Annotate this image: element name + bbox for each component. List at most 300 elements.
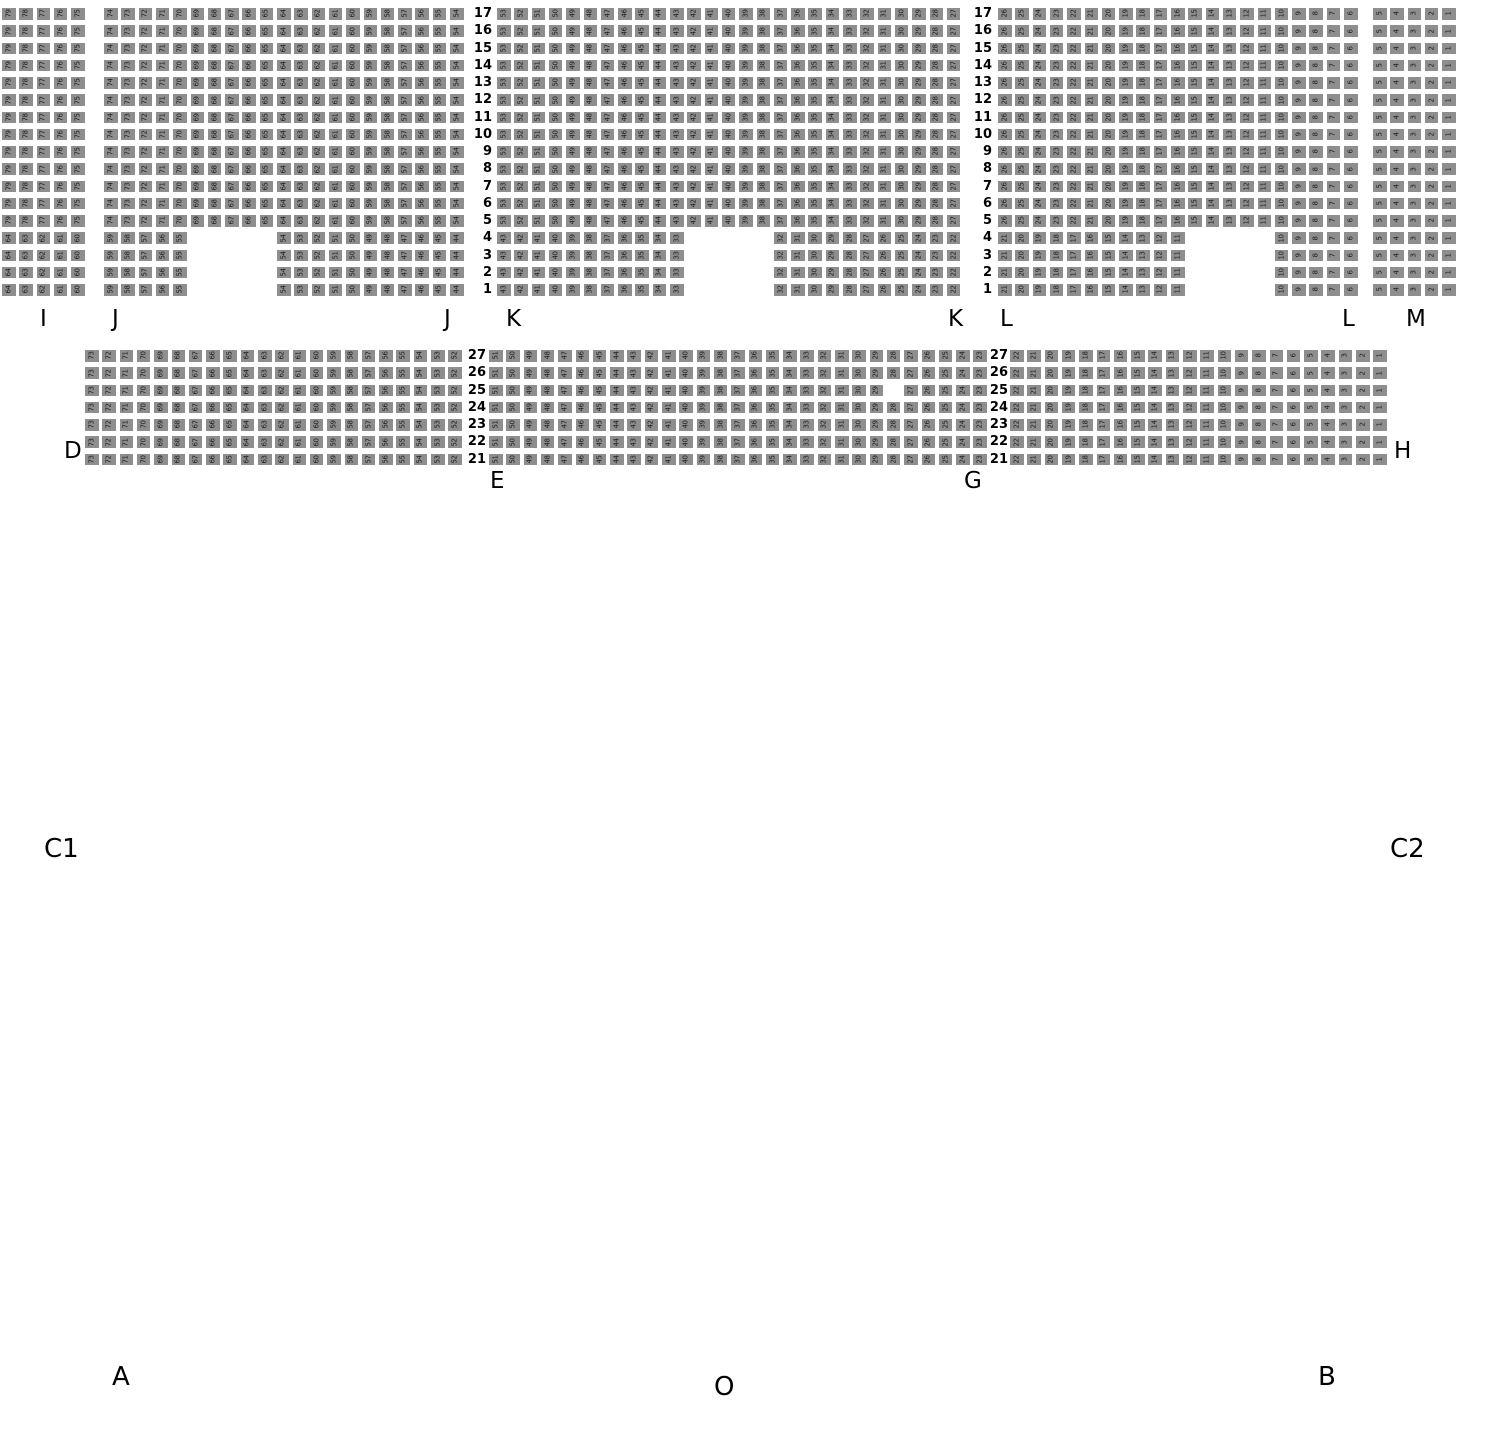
seat[interactable] — [345, 402, 359, 414]
seat[interactable] — [37, 43, 51, 55]
seat[interactable] — [497, 232, 511, 244]
seat[interactable] — [878, 232, 892, 244]
seat[interactable] — [310, 436, 324, 448]
seat[interactable] — [1171, 163, 1185, 175]
seat[interactable] — [1275, 284, 1289, 296]
seat[interactable] — [139, 181, 153, 193]
seat[interactable] — [1218, 367, 1232, 379]
seat[interactable] — [878, 8, 892, 20]
seat[interactable] — [173, 25, 187, 37]
seat[interactable] — [364, 198, 378, 210]
seat[interactable] — [1292, 198, 1306, 210]
seat[interactable] — [54, 25, 68, 37]
seat[interactable] — [1425, 60, 1439, 72]
seat[interactable] — [1252, 454, 1266, 466]
seat[interactable] — [1373, 385, 1387, 397]
seat[interactable] — [54, 284, 68, 296]
seat[interactable] — [71, 8, 85, 20]
seat[interactable] — [1062, 436, 1076, 448]
seat[interactable] — [154, 350, 168, 362]
seat[interactable] — [2, 25, 16, 37]
seat[interactable] — [532, 94, 546, 106]
seat[interactable] — [722, 43, 736, 55]
seat[interactable] — [895, 198, 909, 210]
seat[interactable] — [922, 419, 936, 431]
seat[interactable] — [329, 77, 343, 89]
seat[interactable] — [506, 385, 520, 397]
seat[interactable] — [930, 163, 944, 175]
seat[interactable] — [1050, 112, 1064, 124]
seat[interactable] — [1114, 350, 1128, 362]
seat[interactable] — [618, 267, 632, 279]
seat[interactable] — [800, 367, 814, 379]
seat[interactable] — [1442, 25, 1456, 37]
seat[interactable] — [601, 267, 615, 279]
seat[interactable] — [998, 284, 1012, 296]
seat[interactable] — [714, 367, 728, 379]
seat[interactable] — [54, 146, 68, 158]
seat[interactable] — [506, 367, 520, 379]
seat[interactable] — [2, 215, 16, 227]
seat[interactable] — [120, 454, 134, 466]
seat[interactable] — [635, 284, 649, 296]
seat[interactable] — [645, 402, 659, 414]
seat[interactable] — [895, 43, 909, 55]
seat[interactable] — [576, 436, 590, 448]
seat[interactable] — [2, 43, 16, 55]
seat[interactable] — [364, 8, 378, 20]
seat[interactable] — [1270, 419, 1284, 431]
seat[interactable] — [1206, 163, 1220, 175]
seat[interactable] — [566, 146, 580, 158]
seat[interactable] — [1114, 419, 1128, 431]
seat[interactable] — [1062, 454, 1076, 466]
seat[interactable] — [687, 181, 701, 193]
seat[interactable] — [156, 198, 170, 210]
seat[interactable] — [1309, 94, 1323, 106]
seat[interactable] — [939, 436, 953, 448]
seat[interactable] — [1154, 94, 1168, 106]
seat[interactable] — [878, 77, 892, 89]
seat[interactable] — [156, 163, 170, 175]
seat[interactable] — [1408, 215, 1422, 227]
seat[interactable] — [396, 402, 410, 414]
seat[interactable] — [37, 77, 51, 89]
seat[interactable] — [870, 367, 884, 379]
seat[interactable] — [826, 43, 840, 55]
seat[interactable] — [1373, 8, 1387, 20]
seat[interactable] — [645, 454, 659, 466]
seat[interactable] — [121, 284, 135, 296]
seat[interactable] — [398, 60, 412, 72]
seat[interactable] — [860, 77, 874, 89]
seat[interactable] — [258, 385, 272, 397]
seat[interactable] — [1010, 385, 1024, 397]
seat[interactable] — [1223, 25, 1237, 37]
seat[interactable] — [1102, 94, 1116, 106]
seat[interactable] — [566, 77, 580, 89]
seat[interactable] — [618, 25, 632, 37]
seat[interactable] — [653, 250, 667, 262]
seat[interactable] — [532, 215, 546, 227]
seat[interactable] — [1275, 232, 1289, 244]
seat[interactable] — [1309, 267, 1323, 279]
seat[interactable] — [139, 112, 153, 124]
seat[interactable] — [566, 250, 580, 262]
seat[interactable] — [225, 60, 239, 72]
seat[interactable] — [532, 60, 546, 72]
seat[interactable] — [85, 402, 99, 414]
seat[interactable] — [791, 60, 805, 72]
seat[interactable] — [242, 94, 256, 106]
seat[interactable] — [414, 454, 428, 466]
seat[interactable] — [1442, 215, 1456, 227]
seat[interactable] — [653, 60, 667, 72]
seat[interactable] — [904, 350, 918, 362]
seat[interactable] — [104, 60, 118, 72]
seat[interactable] — [242, 60, 256, 72]
seat[interactable] — [223, 367, 237, 379]
seat[interactable] — [1200, 402, 1214, 414]
seat[interactable] — [1223, 215, 1237, 227]
seat[interactable] — [532, 267, 546, 279]
seat[interactable] — [120, 385, 134, 397]
seat[interactable] — [260, 94, 274, 106]
seat[interactable] — [514, 43, 528, 55]
seat[interactable] — [653, 146, 667, 158]
seat[interactable] — [1287, 419, 1301, 431]
seat[interactable] — [312, 25, 326, 37]
seat[interactable] — [549, 94, 563, 106]
seat[interactable] — [137, 367, 151, 379]
seat[interactable] — [1321, 385, 1335, 397]
seat[interactable] — [242, 112, 256, 124]
seat[interactable] — [566, 60, 580, 72]
seat[interactable] — [826, 198, 840, 210]
seat[interactable] — [601, 163, 615, 175]
seat[interactable] — [627, 454, 641, 466]
seat[interactable] — [1200, 350, 1214, 362]
seat[interactable] — [1114, 436, 1128, 448]
seat[interactable] — [739, 77, 753, 89]
seat[interactable] — [2, 146, 16, 158]
seat[interactable] — [242, 198, 256, 210]
seat[interactable] — [826, 163, 840, 175]
seat[interactable] — [137, 385, 151, 397]
seat[interactable] — [878, 250, 892, 262]
seat[interactable] — [415, 94, 429, 106]
seat[interactable] — [294, 77, 308, 89]
seat[interactable] — [627, 436, 641, 448]
seat[interactable] — [1045, 350, 1059, 362]
seat[interactable] — [524, 419, 538, 431]
seat[interactable] — [1275, 25, 1289, 37]
seat[interactable] — [506, 436, 520, 448]
seat[interactable] — [998, 250, 1012, 262]
seat[interactable] — [258, 454, 272, 466]
seat[interactable] — [294, 163, 308, 175]
seat[interactable] — [1200, 436, 1214, 448]
seat[interactable] — [843, 94, 857, 106]
seat[interactable] — [895, 60, 909, 72]
seat[interactable] — [1079, 419, 1093, 431]
seat[interactable] — [947, 181, 961, 193]
seat[interactable] — [1171, 146, 1185, 158]
seat[interactable] — [808, 129, 822, 141]
seat[interactable] — [364, 250, 378, 262]
seat[interactable] — [1136, 232, 1150, 244]
seat[interactable] — [1373, 284, 1387, 296]
seat[interactable] — [1425, 232, 1439, 244]
seat[interactable] — [714, 402, 728, 414]
seat[interactable] — [731, 402, 745, 414]
seat[interactable] — [121, 60, 135, 72]
seat[interactable] — [895, 181, 909, 193]
seat[interactable] — [514, 250, 528, 262]
seat[interactable] — [364, 284, 378, 296]
seat[interactable] — [679, 419, 693, 431]
seat[interactable] — [1200, 367, 1214, 379]
seat[interactable] — [1321, 367, 1335, 379]
seat[interactable] — [1258, 181, 1272, 193]
seat[interactable] — [532, 77, 546, 89]
seat[interactable] — [1408, 181, 1422, 193]
seat[interactable] — [1119, 284, 1133, 296]
seat[interactable] — [947, 60, 961, 72]
seat[interactable] — [566, 215, 580, 227]
seat[interactable] — [329, 232, 343, 244]
seat[interactable] — [312, 60, 326, 72]
seat[interactable] — [102, 419, 116, 431]
seat[interactable] — [1252, 350, 1266, 362]
seat[interactable] — [381, 284, 395, 296]
seat[interactable] — [749, 350, 763, 362]
seat[interactable] — [835, 367, 849, 379]
seat[interactable] — [1102, 284, 1116, 296]
seat[interactable] — [71, 77, 85, 89]
seat[interactable] — [1270, 436, 1284, 448]
seat[interactable] — [208, 60, 222, 72]
seat[interactable] — [1442, 60, 1456, 72]
seat[interactable] — [293, 385, 307, 397]
seat[interactable] — [450, 43, 464, 55]
seat[interactable] — [739, 112, 753, 124]
seat[interactable] — [396, 454, 410, 466]
seat[interactable] — [584, 60, 598, 72]
seat[interactable] — [489, 402, 503, 414]
seat[interactable] — [241, 367, 255, 379]
seat[interactable] — [1344, 43, 1358, 55]
seat[interactable] — [208, 94, 222, 106]
seat[interactable] — [362, 419, 376, 431]
seat[interactable] — [808, 284, 822, 296]
seat[interactable] — [1339, 402, 1353, 414]
seat[interactable] — [826, 232, 840, 244]
seat[interactable] — [532, 129, 546, 141]
seat[interactable] — [1188, 77, 1202, 89]
seat[interactable] — [414, 367, 428, 379]
seat[interactable] — [191, 163, 205, 175]
seat[interactable] — [241, 454, 255, 466]
seat[interactable] — [618, 146, 632, 158]
seat[interactable] — [362, 402, 376, 414]
seat[interactable] — [653, 43, 667, 55]
seat[interactable] — [362, 385, 376, 397]
seat[interactable] — [1154, 163, 1168, 175]
seat[interactable] — [852, 419, 866, 431]
seat[interactable] — [1327, 43, 1341, 55]
seat[interactable] — [1304, 350, 1318, 362]
seat[interactable] — [312, 43, 326, 55]
seat[interactable] — [843, 232, 857, 244]
seat[interactable] — [346, 163, 360, 175]
seat[interactable] — [532, 112, 546, 124]
seat[interactable] — [1240, 25, 1254, 37]
seat[interactable] — [364, 60, 378, 72]
seat[interactable] — [1390, 60, 1404, 72]
seat[interactable] — [2, 94, 16, 106]
seat[interactable] — [1085, 198, 1099, 210]
seat[interactable] — [415, 77, 429, 89]
seat[interactable] — [19, 8, 33, 20]
seat[interactable] — [1373, 181, 1387, 193]
seat[interactable] — [1102, 25, 1116, 37]
seat[interactable] — [1171, 232, 1185, 244]
seat[interactable] — [1304, 385, 1318, 397]
seat[interactable] — [1067, 284, 1081, 296]
seat[interactable] — [618, 232, 632, 244]
seat[interactable] — [808, 112, 822, 124]
seat[interactable] — [687, 25, 701, 37]
seat[interactable] — [225, 181, 239, 193]
seat[interactable] — [1425, 43, 1439, 55]
seat[interactable] — [2, 232, 16, 244]
seat[interactable] — [826, 94, 840, 106]
seat[interactable] — [364, 146, 378, 158]
seat[interactable] — [1258, 43, 1272, 55]
seat[interactable] — [139, 250, 153, 262]
seat[interactable] — [584, 198, 598, 210]
seat[interactable] — [549, 163, 563, 175]
seat[interactable] — [206, 454, 220, 466]
seat[interactable] — [687, 8, 701, 20]
seat[interactable] — [1166, 436, 1180, 448]
seat[interactable] — [497, 94, 511, 106]
seat[interactable] — [922, 402, 936, 414]
seat[interactable] — [549, 43, 563, 55]
seat[interactable] — [1240, 8, 1254, 20]
seat[interactable] — [37, 94, 51, 106]
seat[interactable] — [956, 350, 970, 362]
seat[interactable] — [739, 215, 753, 227]
seat[interactable] — [71, 43, 85, 55]
seat[interactable] — [1344, 198, 1358, 210]
seat[interactable] — [1050, 250, 1064, 262]
seat[interactable] — [860, 94, 874, 106]
seat[interactable] — [774, 94, 788, 106]
seat[interactable] — [549, 215, 563, 227]
seat[interactable] — [1344, 163, 1358, 175]
seat[interactable] — [653, 232, 667, 244]
seat[interactable] — [381, 198, 395, 210]
seat[interactable] — [1119, 60, 1133, 72]
seat[interactable] — [191, 198, 205, 210]
seat[interactable] — [1292, 232, 1306, 244]
seat[interactable] — [1275, 163, 1289, 175]
seat[interactable] — [878, 60, 892, 72]
seat[interactable] — [670, 284, 684, 296]
seat[interactable] — [241, 419, 255, 431]
seat[interactable] — [1373, 367, 1387, 379]
seat[interactable] — [173, 146, 187, 158]
seat[interactable] — [450, 181, 464, 193]
seat[interactable] — [431, 350, 445, 362]
seat[interactable] — [364, 112, 378, 124]
seat[interactable] — [191, 94, 205, 106]
seat[interactable] — [1258, 129, 1272, 141]
seat[interactable] — [2, 198, 16, 210]
seat[interactable] — [1304, 419, 1318, 431]
seat[interactable] — [1309, 77, 1323, 89]
seat[interactable] — [1183, 367, 1197, 379]
seat[interactable] — [653, 25, 667, 37]
seat[interactable] — [242, 215, 256, 227]
seat[interactable] — [433, 112, 447, 124]
seat[interactable] — [37, 250, 51, 262]
seat[interactable] — [843, 215, 857, 227]
seat[interactable] — [635, 94, 649, 106]
seat[interactable] — [576, 454, 590, 466]
seat[interactable] — [1166, 454, 1180, 466]
seat[interactable] — [1015, 163, 1029, 175]
seat[interactable] — [1235, 436, 1249, 448]
seat[interactable] — [791, 267, 805, 279]
seat[interactable] — [835, 454, 849, 466]
seat[interactable] — [584, 215, 598, 227]
seat[interactable] — [1240, 94, 1254, 106]
seat[interactable] — [687, 60, 701, 72]
seat[interactable] — [1015, 43, 1029, 55]
seat[interactable] — [1045, 436, 1059, 448]
seat[interactable] — [593, 419, 607, 431]
seat[interactable] — [104, 250, 118, 262]
seat[interactable] — [912, 25, 926, 37]
seat[interactable] — [618, 181, 632, 193]
seat[interactable] — [1154, 267, 1168, 279]
seat[interactable] — [120, 436, 134, 448]
seat[interactable] — [1114, 402, 1128, 414]
seat[interactable] — [381, 232, 395, 244]
seat[interactable] — [1258, 60, 1272, 72]
seat[interactable] — [887, 367, 901, 379]
seat[interactable] — [1275, 198, 1289, 210]
seat[interactable] — [947, 198, 961, 210]
seat[interactable] — [223, 454, 237, 466]
seat[interactable] — [998, 215, 1012, 227]
seat[interactable] — [1033, 267, 1047, 279]
seat[interactable] — [1275, 129, 1289, 141]
seat[interactable] — [1183, 350, 1197, 362]
seat[interactable] — [381, 146, 395, 158]
seat[interactable] — [345, 419, 359, 431]
seat[interactable] — [37, 232, 51, 244]
seat[interactable] — [398, 215, 412, 227]
seat[interactable] — [433, 94, 447, 106]
seat[interactable] — [506, 454, 520, 466]
seat[interactable] — [19, 129, 33, 141]
seat[interactable] — [662, 436, 676, 448]
seat[interactable] — [1085, 94, 1099, 106]
